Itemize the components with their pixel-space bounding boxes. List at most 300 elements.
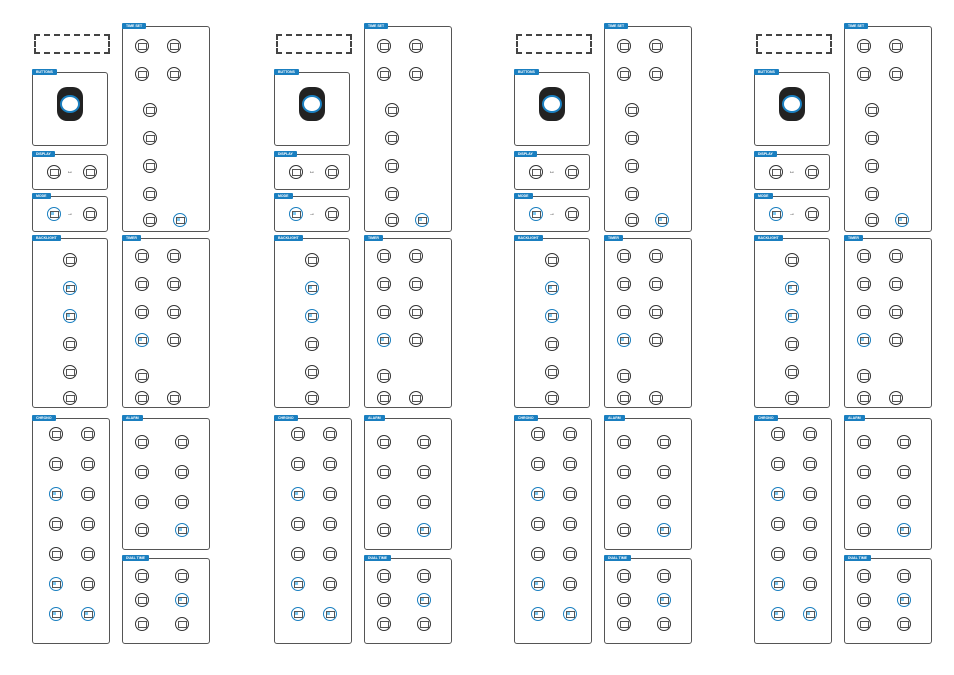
buttons-panel: [754, 72, 830, 146]
watch-icon: [49, 607, 63, 621]
watch-icon: [175, 617, 189, 631]
watch-icon: [377, 391, 391, 405]
watch-icon: [769, 207, 783, 221]
watch-icon: [135, 391, 149, 405]
watch-icon: [63, 391, 77, 405]
backlight-panel: [32, 238, 108, 408]
watch-icon: [143, 103, 157, 117]
section-header: BUTTONS: [274, 69, 299, 75]
section-header: TIMER: [122, 235, 141, 241]
watch-icon: [323, 607, 337, 621]
time-set-panel: [604, 26, 692, 232]
watch-icon: [771, 577, 785, 591]
arrow-icon: →: [789, 211, 795, 217]
watch-icon: [385, 213, 399, 227]
watch-icon: [409, 249, 423, 263]
watch-icon: [785, 253, 799, 267]
section-header: DISPLAY: [754, 151, 777, 157]
manual-page-3: [512, 24, 702, 654]
mode-panel: [514, 196, 590, 232]
arrow-icon: ↔: [789, 169, 795, 175]
watch-icon: [857, 495, 871, 509]
chrono-panel: [514, 418, 592, 644]
watch-icon: [385, 187, 399, 201]
watch-icon: [63, 309, 77, 323]
watch-icon: [897, 523, 911, 537]
section-header: TIMER: [844, 235, 863, 241]
watch-icon: [617, 391, 631, 405]
watch-icon: [63, 281, 77, 295]
dual-time-panel: [364, 558, 452, 644]
watch-icon: [897, 569, 911, 583]
watch-icon: [771, 547, 785, 561]
watch-icon: [377, 369, 391, 383]
watch-icon: [897, 465, 911, 479]
watch-icon: [529, 207, 543, 221]
watch-icon: [865, 103, 879, 117]
watch-icon: [81, 577, 95, 591]
watch-icon: [135, 523, 149, 537]
section-header: DUAL TIME: [604, 555, 631, 561]
watch-icon: [47, 165, 61, 179]
display-panel: [514, 154, 590, 190]
watch-icon: [291, 487, 305, 501]
watch-icon: [857, 369, 871, 383]
watch-icon: [81, 457, 95, 471]
warning-note: [276, 34, 352, 54]
watch-icon: [135, 277, 149, 291]
watch-icon: [771, 427, 785, 441]
section-header: BUTTONS: [514, 69, 539, 75]
watch-icon: [857, 391, 871, 405]
watch-icon: [617, 617, 631, 631]
watch-icon: [897, 435, 911, 449]
watch-icon: [625, 131, 639, 145]
mode-panel: [32, 196, 108, 232]
watch-icon: [529, 165, 543, 179]
watch-icon: [531, 457, 545, 471]
watch-icon: [889, 391, 903, 405]
watch-icon: [785, 281, 799, 295]
watch-icon: [857, 333, 871, 347]
watch-icon: [563, 607, 577, 621]
arrow-icon: ↔: [67, 169, 73, 175]
watch-icon: [545, 391, 559, 405]
watch-icon: [143, 213, 157, 227]
watch-icon: [857, 305, 871, 319]
watch-icon: [545, 253, 559, 267]
watch-icon: [803, 577, 817, 591]
section-header: ALARM: [122, 415, 143, 421]
watch-icon: [649, 305, 663, 319]
watch-icon: [897, 593, 911, 607]
section-header: CHRONO: [274, 415, 298, 421]
watch-icon: [657, 593, 671, 607]
watch-icon: [49, 517, 63, 531]
watch-icon: [305, 309, 319, 323]
watch-icon: [167, 333, 181, 347]
watch-icon: [857, 569, 871, 583]
watch-icon: [325, 165, 339, 179]
watch-icon: [617, 523, 631, 537]
watch-icon: [531, 427, 545, 441]
watch-icon: [857, 593, 871, 607]
watch-icon: [135, 593, 149, 607]
watch-icon: [417, 617, 431, 631]
watch-icon: [857, 249, 871, 263]
watch-icon: [617, 333, 631, 347]
timer-panel: [844, 238, 932, 408]
watch-icon: [565, 165, 579, 179]
section-header: ALARM: [604, 415, 625, 421]
watch-icon: [167, 305, 181, 319]
section-header: CHRONO: [514, 415, 538, 421]
watch-icon: [417, 435, 431, 449]
watch-icon: [377, 617, 391, 631]
mode-panel: [754, 196, 830, 232]
buttons-panel: [514, 72, 590, 146]
chrono-panel: [274, 418, 352, 644]
watch-icon: [565, 207, 579, 221]
mode-panel: [274, 196, 350, 232]
watch-icon: [135, 369, 149, 383]
watch-icon: [377, 333, 391, 347]
watch-icon: [617, 495, 631, 509]
watch-icon: [377, 67, 391, 81]
watch-icon: [649, 333, 663, 347]
alarm-panel: [364, 418, 452, 550]
watch-icon: [377, 249, 391, 263]
watch-icon: [785, 309, 799, 323]
watch-icon: [803, 517, 817, 531]
watch-icon: [545, 281, 559, 295]
section-header: TIMER: [364, 235, 383, 241]
watch-icon: [63, 337, 77, 351]
watch-icon: [857, 67, 871, 81]
watch-icon: [655, 213, 669, 227]
section-header: DUAL TIME: [364, 555, 391, 561]
watch-icon: [49, 547, 63, 561]
watch-diagram: [299, 87, 325, 121]
watch-icon: [417, 465, 431, 479]
watch-icon: [531, 577, 545, 591]
alarm-panel: [122, 418, 210, 550]
timer-panel: [122, 238, 210, 408]
watch-icon: [323, 577, 337, 591]
backlight-panel: [754, 238, 830, 408]
display-panel: [754, 154, 830, 190]
watch-icon: [49, 427, 63, 441]
time-set-panel: [364, 26, 452, 232]
manual-page-2: [272, 24, 462, 654]
watch-icon: [545, 365, 559, 379]
watch-icon: [377, 593, 391, 607]
watch-icon: [805, 165, 819, 179]
section-header: TIMER: [604, 235, 623, 241]
watch-icon: [135, 333, 149, 347]
watch-icon: [769, 165, 783, 179]
section-header: MODE: [514, 193, 533, 199]
watch-icon: [897, 495, 911, 509]
watch-icon: [617, 249, 631, 263]
chrono-panel: [32, 418, 110, 644]
section-header: BUTTONS: [754, 69, 779, 75]
section-header: TIME SET: [364, 23, 388, 29]
watch-icon: [531, 607, 545, 621]
watch-diagram: [57, 87, 83, 121]
watch-icon: [167, 39, 181, 53]
section-header: DISPLAY: [514, 151, 537, 157]
arrow-icon: →: [549, 211, 555, 217]
section-header: BUTTONS: [32, 69, 57, 75]
watch-icon: [81, 517, 95, 531]
section-header: TIME SET: [122, 23, 146, 29]
watch-icon: [63, 253, 77, 267]
watch-icon: [323, 427, 337, 441]
section-header: TIME SET: [604, 23, 628, 29]
watch-icon: [563, 487, 577, 501]
watch-icon: [617, 305, 631, 319]
watch-icon: [135, 305, 149, 319]
watch-icon: [167, 391, 181, 405]
watch-icon: [135, 495, 149, 509]
watch-icon: [49, 457, 63, 471]
watch-icon: [305, 337, 319, 351]
watch-icon: [649, 39, 663, 53]
alarm-panel: [844, 418, 932, 550]
watch-icon: [771, 487, 785, 501]
watch-icon: [857, 617, 871, 631]
watch-icon: [291, 517, 305, 531]
watch-icon: [173, 213, 187, 227]
timer-panel: [604, 238, 692, 408]
watch-icon: [857, 523, 871, 537]
watch-icon: [81, 487, 95, 501]
watch-icon: [289, 207, 303, 221]
section-header: MODE: [754, 193, 773, 199]
section-header: BACKLIGHT: [274, 235, 303, 241]
watch-icon: [409, 67, 423, 81]
dual-time-panel: [844, 558, 932, 644]
watch-icon: [657, 495, 671, 509]
watch-icon: [625, 187, 639, 201]
watch-icon: [563, 427, 577, 441]
watch-icon: [175, 465, 189, 479]
watch-icon: [323, 487, 337, 501]
watch-icon: [377, 569, 391, 583]
watch-icon: [803, 487, 817, 501]
watch-icon: [531, 517, 545, 531]
dual-time-panel: [604, 558, 692, 644]
watch-icon: [385, 103, 399, 117]
watch-icon: [325, 207, 339, 221]
watch-icon: [865, 159, 879, 173]
watch-icon: [889, 333, 903, 347]
watch-icon: [175, 495, 189, 509]
watch-icon: [785, 365, 799, 379]
watch-icon: [531, 487, 545, 501]
section-header: TIME SET: [844, 23, 868, 29]
watch-icon: [377, 435, 391, 449]
watch-icon: [625, 159, 639, 173]
watch-icon: [889, 39, 903, 53]
watch-icon: [143, 131, 157, 145]
watch-icon: [617, 465, 631, 479]
watch-icon: [377, 39, 391, 53]
watch-icon: [377, 495, 391, 509]
watch-icon: [175, 435, 189, 449]
alarm-panel: [604, 418, 692, 550]
section-header: ALARM: [844, 415, 865, 421]
watch-icon: [305, 365, 319, 379]
watch-icon: [865, 131, 879, 145]
watch-icon: [83, 165, 97, 179]
watch-icon: [305, 253, 319, 267]
watch-icon: [895, 213, 909, 227]
watch-icon: [649, 391, 663, 405]
section-header: BACKLIGHT: [32, 235, 61, 241]
arrow-icon: ↔: [549, 169, 555, 175]
manual-page-1: [30, 24, 220, 654]
section-header: ALARM: [364, 415, 385, 421]
section-header: MODE: [32, 193, 51, 199]
watch-icon: [291, 547, 305, 561]
watch-icon: [617, 39, 631, 53]
watch-icon: [563, 577, 577, 591]
watch-icon: [625, 103, 639, 117]
watch-icon: [409, 277, 423, 291]
dual-time-panel: [122, 558, 210, 644]
watch-icon: [889, 305, 903, 319]
manual-page-4: [752, 24, 942, 654]
watch-icon: [135, 569, 149, 583]
watch-icon: [135, 465, 149, 479]
watch-icon: [291, 457, 305, 471]
watch-icon: [385, 131, 399, 145]
watch-icon: [409, 39, 423, 53]
timer-panel: [364, 238, 452, 408]
watch-icon: [167, 277, 181, 291]
watch-icon: [143, 159, 157, 173]
warning-note: [34, 34, 110, 54]
watch-icon: [785, 391, 799, 405]
watch-icon: [409, 391, 423, 405]
watch-icon: [771, 457, 785, 471]
watch-icon: [409, 333, 423, 347]
watch-icon: [617, 67, 631, 81]
buttons-panel: [32, 72, 108, 146]
watch-icon: [617, 593, 631, 607]
watch-icon: [545, 337, 559, 351]
watch-icon: [81, 547, 95, 561]
watch-icon: [377, 305, 391, 319]
watch-icon: [135, 67, 149, 81]
watch-icon: [291, 427, 305, 441]
watch-icon: [377, 465, 391, 479]
section-header: BACKLIGHT: [514, 235, 543, 241]
watch-icon: [417, 569, 431, 583]
watch-icon: [657, 523, 671, 537]
watch-icon: [617, 569, 631, 583]
section-header: CHRONO: [32, 415, 56, 421]
watch-icon: [617, 369, 631, 383]
watch-icon: [167, 249, 181, 263]
watch-diagram: [779, 87, 805, 121]
warning-note: [516, 34, 592, 54]
watch-icon: [657, 435, 671, 449]
watch-icon: [657, 465, 671, 479]
watch-icon: [323, 517, 337, 531]
watch-icon: [305, 391, 319, 405]
watch-icon: [803, 607, 817, 621]
watch-icon: [857, 39, 871, 53]
watch-icon: [305, 281, 319, 295]
watch-icon: [857, 277, 871, 291]
watch-icon: [49, 487, 63, 501]
watch-icon: [81, 427, 95, 441]
watch-icon: [135, 617, 149, 631]
watch-icon: [323, 457, 337, 471]
watch-icon: [857, 435, 871, 449]
watch-icon: [785, 337, 799, 351]
buttons-panel: [274, 72, 350, 146]
watch-icon: [175, 593, 189, 607]
watch-icon: [417, 523, 431, 537]
watch-icon: [415, 213, 429, 227]
watch-icon: [857, 465, 871, 479]
section-header: MODE: [274, 193, 293, 199]
display-panel: [32, 154, 108, 190]
watch-icon: [135, 435, 149, 449]
watch-icon: [803, 547, 817, 561]
watch-diagram: [539, 87, 565, 121]
watch-icon: [289, 165, 303, 179]
watch-icon: [545, 309, 559, 323]
watch-icon: [649, 67, 663, 81]
watch-icon: [417, 495, 431, 509]
time-set-panel: [122, 26, 210, 232]
section-header: DISPLAY: [274, 151, 297, 157]
watch-icon: [83, 207, 97, 221]
watch-icon: [291, 607, 305, 621]
backlight-panel: [514, 238, 590, 408]
watch-icon: [167, 67, 181, 81]
watch-icon: [81, 607, 95, 621]
watch-icon: [175, 569, 189, 583]
watch-icon: [143, 187, 157, 201]
watch-icon: [865, 213, 879, 227]
watch-icon: [657, 617, 671, 631]
chrono-panel: [754, 418, 832, 644]
watch-icon: [135, 39, 149, 53]
section-header: DUAL TIME: [122, 555, 149, 561]
watch-icon: [385, 159, 399, 173]
watch-icon: [897, 617, 911, 631]
watch-icon: [417, 593, 431, 607]
watch-icon: [649, 277, 663, 291]
watch-icon: [617, 435, 631, 449]
watch-icon: [803, 427, 817, 441]
watch-icon: [657, 569, 671, 583]
watch-icon: [617, 277, 631, 291]
arrow-icon: →: [309, 211, 315, 217]
section-header: BACKLIGHT: [754, 235, 783, 241]
display-panel: [274, 154, 350, 190]
watch-icon: [805, 207, 819, 221]
watch-icon: [889, 249, 903, 263]
watch-icon: [771, 607, 785, 621]
watch-icon: [47, 207, 61, 221]
